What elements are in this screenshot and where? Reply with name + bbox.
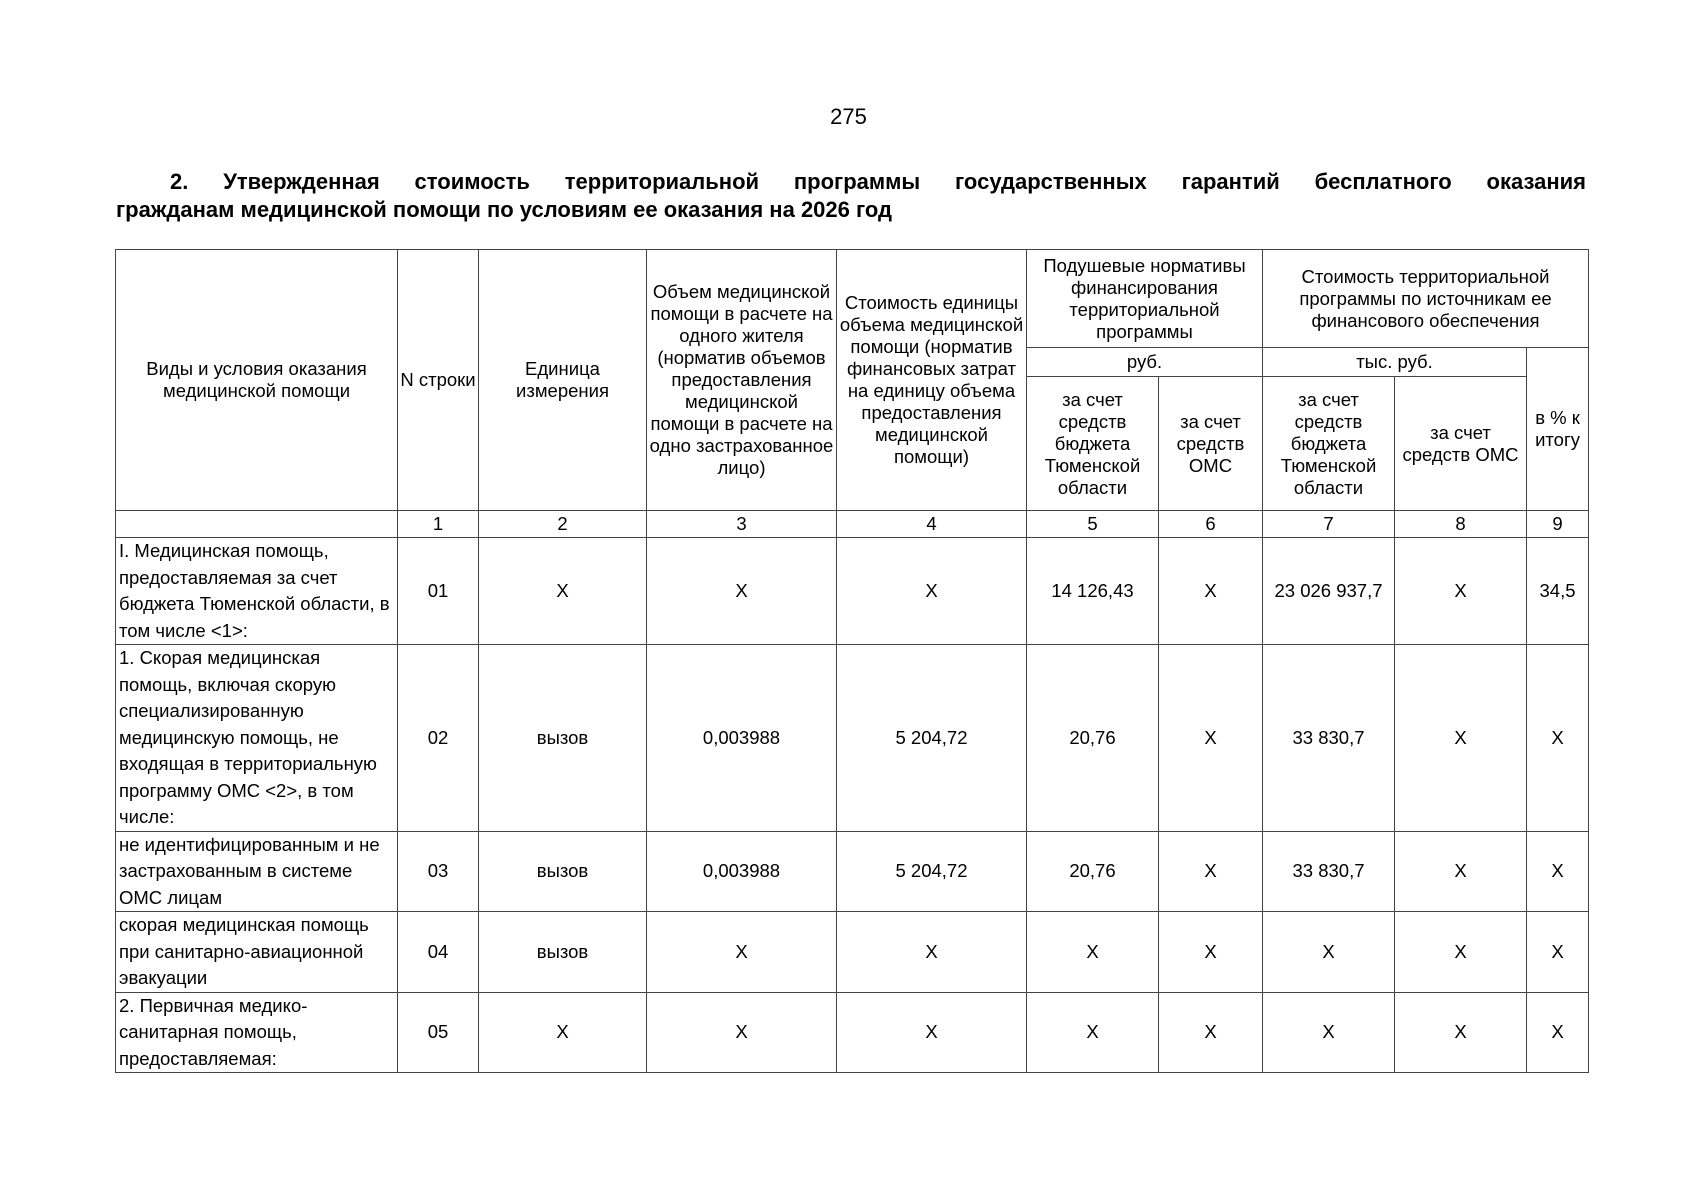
table-row [116,831,1589,912]
table-row [116,645,1589,832]
table-row [116,538,1589,645]
row-total-budget: X [1263,912,1395,993]
row-unit: X [479,538,647,645]
column-number: 7 [1263,511,1395,538]
header-total-budget: за счет средств бюджета Тюменской области [1263,377,1395,511]
row-per-capita-oms: X [1159,831,1263,912]
row-percent: X [1527,992,1589,1073]
header-volume: Объем медицинской помощи в расчете на одного жителя (норматив объемов предоставления медицинской помощи в расчете на одно застрахованное лицо) [647,250,837,511]
column-number: 6 [1159,511,1263,538]
row-number: 01 [398,538,479,645]
row-total-oms: X [1395,645,1527,832]
document-title [116,168,1586,224]
header-percent: в % к итогу [1527,348,1589,511]
header-rub: руб. [1027,348,1263,377]
header-types: Виды и условия оказания медицинской помощи [116,250,398,511]
header-unit-cost: Стоимость единицы объема медицинской помощи (норматив финансовых затрат на единицу объема предоставления медицинской помощи) [837,250,1027,511]
row-percent: X [1527,831,1589,912]
row-unit-cost: X [837,992,1027,1073]
row-unit: X [479,992,647,1073]
row-total-budget: 23 026 937,7 [1263,538,1395,645]
title-line-1: 2. Утвержденная стоимость территориальной программы государственных гарантий бесплатного оказания [170,169,1586,194]
row-per-capita-oms: X [1159,645,1263,832]
row-per-capita-oms: X [1159,538,1263,645]
row-volume: X [647,992,837,1073]
header-total-oms: за счет средств ОМС [1395,377,1527,511]
row-per-capita-budget: X [1027,992,1159,1073]
row-unit-cost: 5 204,72 [837,831,1027,912]
row-number: 03 [398,831,479,912]
row-total-oms: X [1395,912,1527,993]
column-number: 4 [837,511,1027,538]
row-total-oms: X [1395,538,1527,645]
row-name: скорая медицинская помощь при санитарно-авиационной эвакуации [116,912,398,993]
row-number: 02 [398,645,479,832]
header-unit: Единица измерения [479,250,647,511]
row-name: не идентифицированным и не застрахованным в системе ОМС лицам [116,831,398,912]
row-volume: X [647,912,837,993]
row-unit: вызов [479,912,647,993]
row-percent: X [1527,912,1589,993]
column-number: 3 [647,511,837,538]
row-number: 05 [398,992,479,1073]
row-per-capita-budget: 20,76 [1027,831,1159,912]
row-percent: 34,5 [1527,538,1589,645]
row-total-budget: X [1263,992,1395,1073]
row-per-capita-budget: X [1027,912,1159,993]
row-number: 04 [398,912,479,993]
row-unit: вызов [479,645,647,832]
header-thousand-rub: тыс. руб. [1263,348,1527,377]
row-unit-cost: X [837,912,1027,993]
header-per-capita: Подушевые нормативы финансирования территориальной программы [1027,250,1263,348]
row-per-capita-oms: X [1159,992,1263,1073]
row-volume: 0,003988 [647,645,837,832]
row-per-capita-budget: 14 126,43 [1027,538,1159,645]
column-number: 8 [1395,511,1527,538]
row-name: I. Медицинская помощь, предоставляемая за счет бюджета Тюменской области, в том числе <1>: [116,538,398,645]
table-row [116,912,1589,993]
header-per-capita-oms: за счет средств ОМС [1159,377,1263,511]
column-number: 5 [1027,511,1159,538]
row-name: 1. Скорая медицинская помощь, включая скорую специализированную медицинскую помощь, не входящая в территориальную программу ОМС <2>, в том числе: [116,645,398,832]
row-volume: X [647,538,837,645]
row-volume: 0,003988 [647,831,837,912]
row-per-capita-budget: 20,76 [1027,645,1159,832]
header-row-number: N строки [398,250,479,511]
cost-table [115,249,1589,1073]
header-program-cost: Стоимость территориальной программы по источникам ее финансового обеспечения [1263,250,1589,348]
table-row [116,992,1589,1073]
row-total-budget: 33 830,7 [1263,831,1395,912]
title-line-2: гражданам медицинской помощи по условиям ее оказания на 2026 год [116,197,892,222]
row-name: 2. Первичная медико-санитарная помощь, предоставляемая: [116,992,398,1073]
row-total-budget: 33 830,7 [1263,645,1395,832]
row-unit-cost: X [837,538,1027,645]
row-unit: вызов [479,831,647,912]
column-number: 2 [479,511,647,538]
row-total-oms: X [1395,831,1527,912]
column-number: 9 [1527,511,1589,538]
row-unit-cost: 5 204,72 [837,645,1027,832]
column-number: 1 [398,511,479,538]
row-percent: X [1527,645,1589,832]
row-total-oms: X [1395,992,1527,1073]
page-number: 275 [830,104,867,129]
column-numbers-row [116,511,1589,538]
row-per-capita-oms: X [1159,912,1263,993]
header-per-capita-budget: за счет средств бюджета Тюменской области [1027,377,1159,511]
